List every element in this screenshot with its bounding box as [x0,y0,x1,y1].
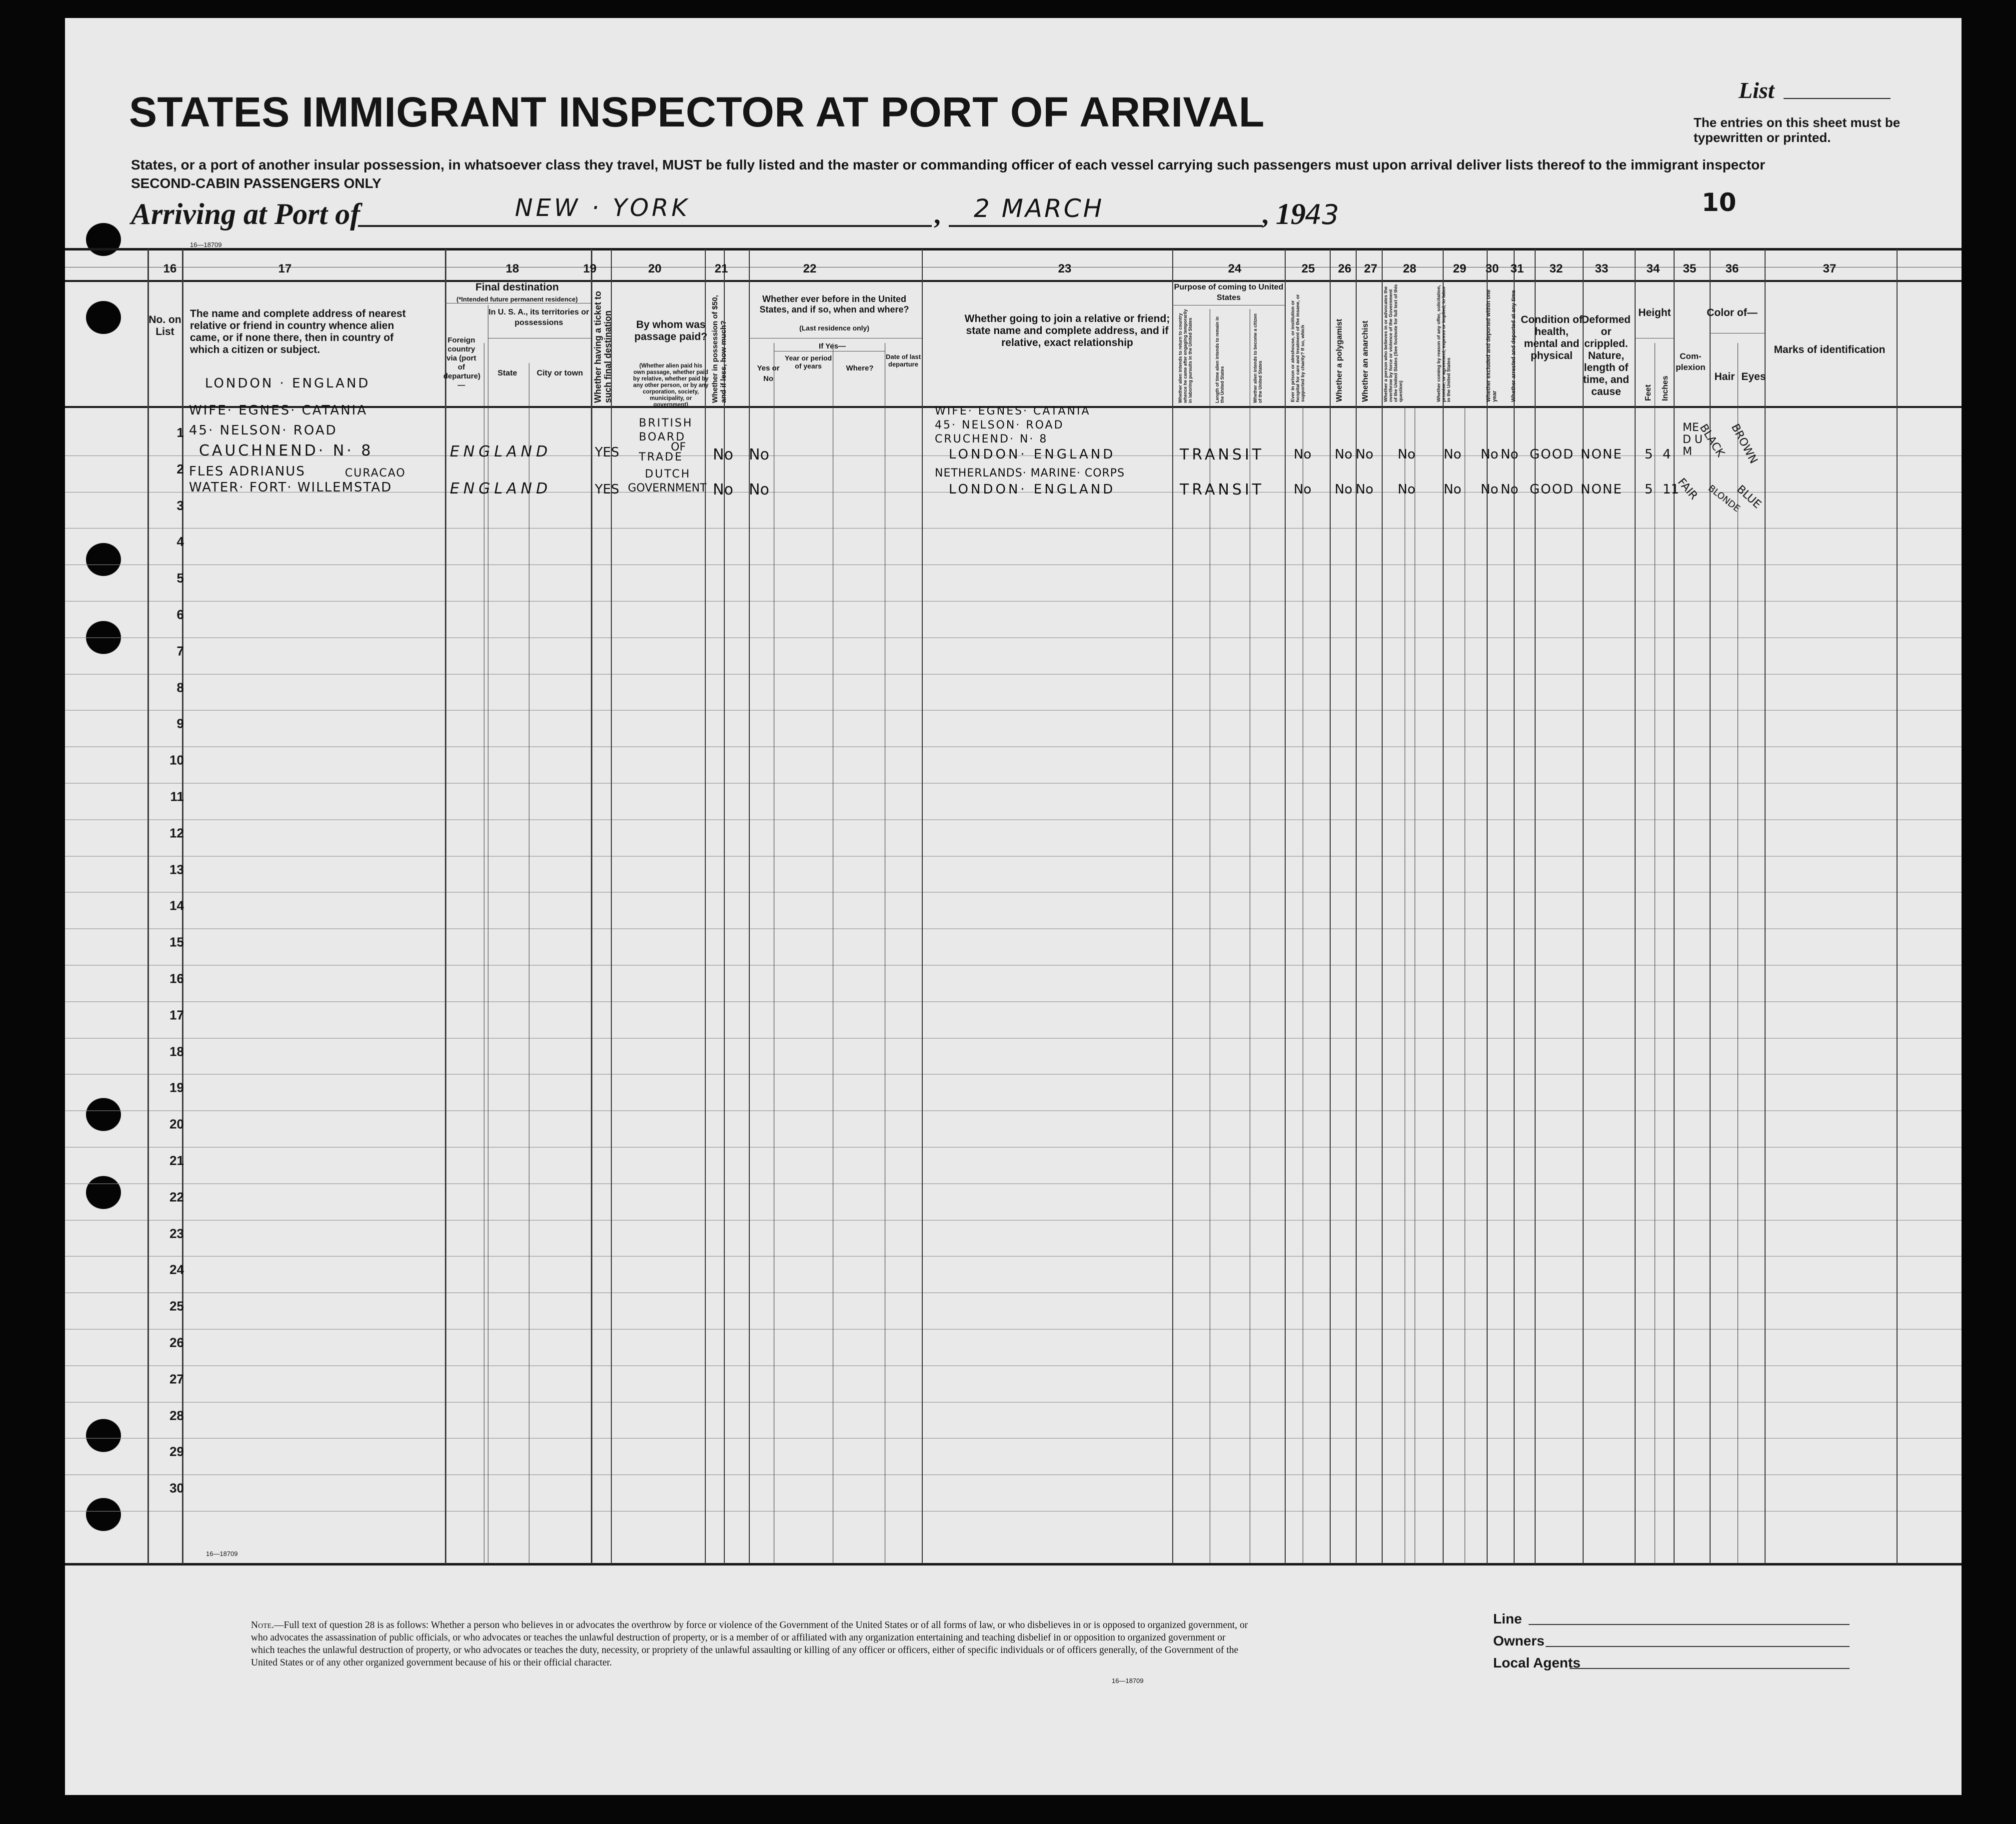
header-if-yes: If Yes— [819,342,846,350]
line-label: Line [1493,1611,1522,1626]
header-passage-paid: By whom was passage paid? [634,319,707,342]
header-join-relative: Whether going to join a relative or friend; state name and complete address, and if relative, exact relationship [964,313,1170,348]
row-number: 7 [176,643,184,658]
row-number: 8 [176,680,184,695]
entry-excluded: No [1481,482,1499,497]
header-hair: Hair [1714,371,1735,382]
line-field [1529,1624,1850,1625]
entry-state: ENGLAND [450,480,552,498]
entry-ticket: YES [595,482,619,497]
entry-before-in-us: No [749,446,769,464]
entry-purpose: TRANSIT [1180,446,1265,464]
row-line [65,1474,1962,1475]
colnum: 35 [1683,262,1697,276]
header-identification: Marks of identification [1774,344,1886,356]
colnum: 19 [583,262,597,276]
row-line [65,746,1962,747]
header-state: State [497,369,517,378]
entry-feet: 5 [1645,482,1653,497]
colnum: 32 [1549,262,1563,276]
punch-hole [86,1498,121,1531]
row-line [65,564,1962,565]
row-line [65,1329,1962,1330]
year-prefix: 19 [1276,198,1306,230]
row-number: 9 [176,716,184,732]
table-top-rule [65,248,1962,250]
column-line [1514,249,1515,1564]
colnum: 21 [714,262,728,276]
colnum: 17 [278,262,292,276]
entry-relative: CAUCHNEND· N· 8 [199,442,373,460]
entry-polygamist: No [1335,482,1353,497]
colnum: 16 [163,262,177,276]
form-number-top: 16—18709 [190,241,222,248]
agents-label: Local Agents [1493,1655,1581,1670]
entry-join: LONDON· ENGLAND [949,482,1116,497]
footnote-lead: Note. [251,1620,274,1630]
header-health: Condition of health, mental and physical [1521,314,1583,362]
footnote-text: —Full text of question 28 is as follows: Whether a person who believes in or advocates the overthrow by force or violence of the Government of the United States or of all forms of law, or who disbelieves in or is opposed to organized government, or who advocates the assassination of public officials, or who advocates or teaches the unlawful destruction of property, or is a member of or affiliated with any organization entertaining and teaching disbelief in or opposition to organized government or which teaches the unlawful destruction of property, or who advocates or teaches the duty, necessity, or propriety of the unlawful assaulting or killing of any officer or officers, either of specific individuals or of officers generally, of the Government of the United States or of any other organized government because of his or their official character. [251,1620,1248,1668]
column-line [1330,249,1331,1564]
entry-before-in-us: No [749,481,769,498]
header-excluded: Whether excluded and deported within one year [1486,290,1498,402]
entry-money: No [713,446,733,464]
agents-field [1570,1668,1850,1669]
punch-hole [86,1098,121,1131]
list-line [1784,98,1891,99]
column-line [445,249,446,1564]
column-line [147,249,149,1564]
header-deported: Whether arrested and deported at any time [1511,290,1517,402]
port-line [358,225,932,227]
colnum: 30 [1485,262,1499,276]
row-number: 11 [170,789,184,804]
header-ticket: Whether having a ticket to such final destination [593,290,613,403]
colnum: 25 [1301,262,1315,276]
entry-anarchist: No [1356,447,1374,462]
header-eyes: Eyes [1741,371,1766,382]
year-suffix: 43 [1305,199,1339,230]
row-line [65,1292,1962,1293]
entry-inches: 11 [1663,482,1680,497]
header-inches: Inches [1661,376,1670,401]
row-number: 13 [169,862,184,877]
entry-relative: WATER· FORT· WILLEMSTAD [189,480,392,495]
header-final-destination: Final destination [475,282,559,293]
header-anarchist: Whether an anarchist [1361,320,1370,402]
colnum: 23 [1058,262,1072,276]
entry-health: GOOD [1530,447,1575,462]
colnum: 34 [1646,262,1660,276]
entry-labor-offer: No [1444,447,1462,462]
subheader-rule [1172,305,1285,306]
header-labor-offer: Whether coming by reason of any offer, solicitation, promise, or agreement, express or implied, to labor in the United States [1436,285,1452,402]
entry-anarchist: No [1356,482,1374,497]
header-polygamist: Whether a polygamist [1335,318,1344,402]
entry-hair: BLONDE [1706,483,1742,514]
subheader-rule [1710,333,1765,334]
row-number: 10 [169,752,184,768]
row-line [65,928,1962,929]
entry-join: CRUCHEND· N· 8 [935,433,1048,446]
header-yes-no: Yes or No [757,364,780,383]
header-purpose-length: Length of time alien intends to remain in the United States [1215,316,1225,403]
row-number: 4 [176,534,184,550]
header-where: Where? [846,364,874,372]
header-feet: Feet [1644,384,1653,401]
column-line [1172,249,1173,1564]
entry-prison: No [1294,482,1312,497]
row-number: 29 [169,1444,184,1460]
entry-join: NETHERLANDS· MARINE· CORPS [935,467,1125,480]
colnum: 26 [1338,262,1352,276]
entry-hair: BLACK [1697,422,1727,460]
entry-purpose: TRANSIT [1180,481,1265,498]
row-line [65,783,1962,784]
date-line [949,225,1263,227]
colnum: 36 [1725,262,1739,276]
row-number: 21 [169,1153,184,1168]
row-line [65,1511,1962,1512]
colnum: 24 [1228,262,1242,276]
header-foreign-country: Foreign country via (port of departure)— [443,336,481,390]
entry-overthrow: No [1398,482,1416,497]
row-number: 17 [169,1007,184,1022]
column-line [1897,249,1898,1564]
header-purpose: Purpose of coming to United States [1174,283,1284,302]
entry-state: ENGLAND [450,443,552,460]
header-overthrow: Whether a person who believes in or advocates the overthrow by force or violence of the Government of the United States (See footnote for full text of this question) [1383,284,1404,402]
row-number: 28 [169,1408,184,1423]
entry-overthrow: No [1398,447,1416,462]
punch-hole [86,1176,121,1209]
colnum: 27 [1364,262,1378,276]
row-number: 23 [169,1226,184,1241]
comma-1: , [934,200,941,230]
row-number: 30 [169,1480,184,1496]
row-number: 2 [176,461,184,476]
entry-join: LONDON· ENGLAND [949,447,1116,462]
row-number: 12 [169,825,184,840]
entry-prison: No [1294,447,1312,462]
colnum: 37 [1823,262,1837,276]
punch-hole [86,223,121,256]
entry-excluded: No [1481,447,1499,462]
header-before-in-us: Whether ever before in the United States, and if so, when and where? [759,294,909,314]
entry-relative: CURACAO [345,467,406,480]
entry-paid-by: TRADE [639,451,683,464]
header-complexion: Com- plexion [1676,352,1706,372]
column-line [1382,249,1383,1564]
column-line [1487,249,1488,1564]
entry-eyes: BROWN [1728,422,1760,466]
entry-paid-by: BRITISH [639,417,693,430]
row-number: 20 [169,1116,184,1132]
page-title: STATES IMMIGRANT INSPECTOR AT PORT OF ARRIVAL [129,88,1265,136]
header-handwritten: LONDON · ENGLAND [205,376,370,391]
entry-feet: 5 [1645,447,1653,462]
entry-complexion: FAIR [1675,476,1700,502]
owners-field [1546,1646,1850,1647]
entry-health: GOOD [1530,482,1575,497]
header-deformed: Deformed or crippled. Nature, length of time, and cause [1581,314,1631,398]
row-number: 26 [169,1335,184,1350]
owners-label: Owners [1493,1633,1545,1648]
entry-paid-by: DUTCH [645,468,691,480]
entry-polygamist: No [1335,447,1353,462]
entry-paid-by: OF [671,441,686,454]
column-line [1635,249,1636,1564]
manifest-sheet [65,18,1962,1795]
row-line [65,601,1962,602]
header-in-usa: In U. S. A., its territories or possessions [488,308,589,327]
header-final-destination-note: (*Intended future permanent residence) [456,296,578,303]
column-line [1765,249,1766,1564]
port-value: NEW · YORK [515,194,690,222]
header-prison: Ever in prison or almshouse, or institution or hospital for care and treatment of the insane, or supported by charity? If so, which [1290,294,1306,402]
header-nearest-relative: The name and complete address of nearest relative or friend in country whence alien came, or if none there, then in country of which a citizen or subject. [190,308,406,356]
entry-join: WIFE· EGNES· CATANIA [935,405,1091,418]
header-city: City or town [536,369,583,378]
header-list-number: No. on List [148,314,181,338]
entry-complexion: MED UM [1683,422,1703,458]
form-number-bottom: 16—18709 [206,1550,238,1558]
colnum: 33 [1595,262,1609,276]
entry-money: No [713,481,733,498]
row-number: 5 [176,570,184,586]
colnum: 31 [1510,262,1524,276]
punch-hole [86,1419,121,1452]
row-number: 19 [169,1080,184,1096]
punch-hole [86,543,121,576]
date-value: 2 MARCH [974,194,1104,223]
header-last-departure: Date of last departure [885,353,921,368]
entries-note: The entries on this sheet must be typewritten or printed. [1694,115,1901,145]
entry-paid-by: GOVERNMENT [628,482,707,494]
colnum: 20 [648,262,662,276]
column-line [1583,249,1584,1564]
header-purpose-return: Whether alien intends to return to country whence he came after engaging temporarily in laboring pursuits in the United States [1178,309,1193,403]
footnote [251,1619,1251,1669]
row-number: 6 [176,607,184,622]
header-money: Whether in possession of $50, and if less, how much? [711,295,728,403]
entry-join: 45· NELSON· ROAD [935,419,1064,432]
row-number: 25 [169,1298,184,1314]
entry-paid-by: BOARD [639,431,686,444]
header-purpose-citizen: Whether alien intends to become a citizen of the United States [1253,313,1263,403]
punch-hole [86,301,121,334]
row-number: 14 [169,898,184,914]
column-line [1535,249,1536,1564]
entry-deported: No [1501,482,1519,497]
entry-deformed: NONE [1581,482,1623,497]
colnum: 22 [803,262,817,276]
row-number: 22 [169,1189,184,1204]
header-year: Year or period of years [784,354,832,370]
row-number: 24 [169,1262,184,1278]
row-number: 3 [176,498,184,513]
row-number: 1 [176,425,184,440]
entry-relative: 45· NELSON· ROAD [189,423,337,438]
header-height: Height [1638,307,1671,318]
row-number: 15 [169,934,184,950]
entry-deformed: NONE [1581,447,1623,462]
entry-eyes: BLUE [1734,483,1764,512]
entry-inches: 4 [1663,447,1671,462]
colnum: 28 [1403,262,1417,276]
row-number: 27 [169,1371,184,1386]
column-line [705,249,706,1564]
entry-relative: WIFE· EGNES· CATANIA [189,403,368,418]
header-last-residence: (Last residence only) [799,324,870,332]
sheet-number: 10 [1702,188,1737,217]
colnum: 29 [1453,262,1467,276]
column-line [922,249,923,1564]
header-color-of: Color of— [1707,307,1758,318]
colnum: 18 [505,262,519,276]
row-number: 18 [169,1044,184,1059]
column-line [591,249,592,1564]
entry-labor-offer: No [1444,482,1462,497]
footer-form-number: 16—18709 [1112,1677,1144,1684]
column-line [1443,249,1444,1564]
page-subtitle: States, or a port of another insular possession, in whatsoever class they travel, MUST be fully listed and the master or commanding officer of each vessel carrying such passengers must upon arrival deliver lists thereof to the immigrant inspector [131,157,1766,172]
column-line [1674,249,1675,1564]
entry-deported: No [1501,447,1519,462]
header-passage-note: (Whether alien paid his own passage, whether paid by relative, whether paid by any other person, or by any corporation, society, municipality, or government) [633,363,709,408]
row-line [65,965,1962,966]
row-line [65,1110,1962,1111]
arriving-label: Arriving at Port of [131,198,360,230]
comma-2: , [1262,200,1269,230]
column-line [1356,249,1357,1564]
passenger-class: SECOND-CABIN PASSENGERS ONLY [131,176,381,191]
column-line [1285,249,1286,1564]
row-line [65,1147,1962,1148]
list-label: List [1739,78,1775,103]
entry-ticket: YES [595,445,619,460]
header-top-rule [65,280,1962,282]
entry-relative: FLES ADRIANUS [189,464,305,479]
row-number: 16 [169,971,184,986]
table-bottom-rule [65,1563,1962,1566]
